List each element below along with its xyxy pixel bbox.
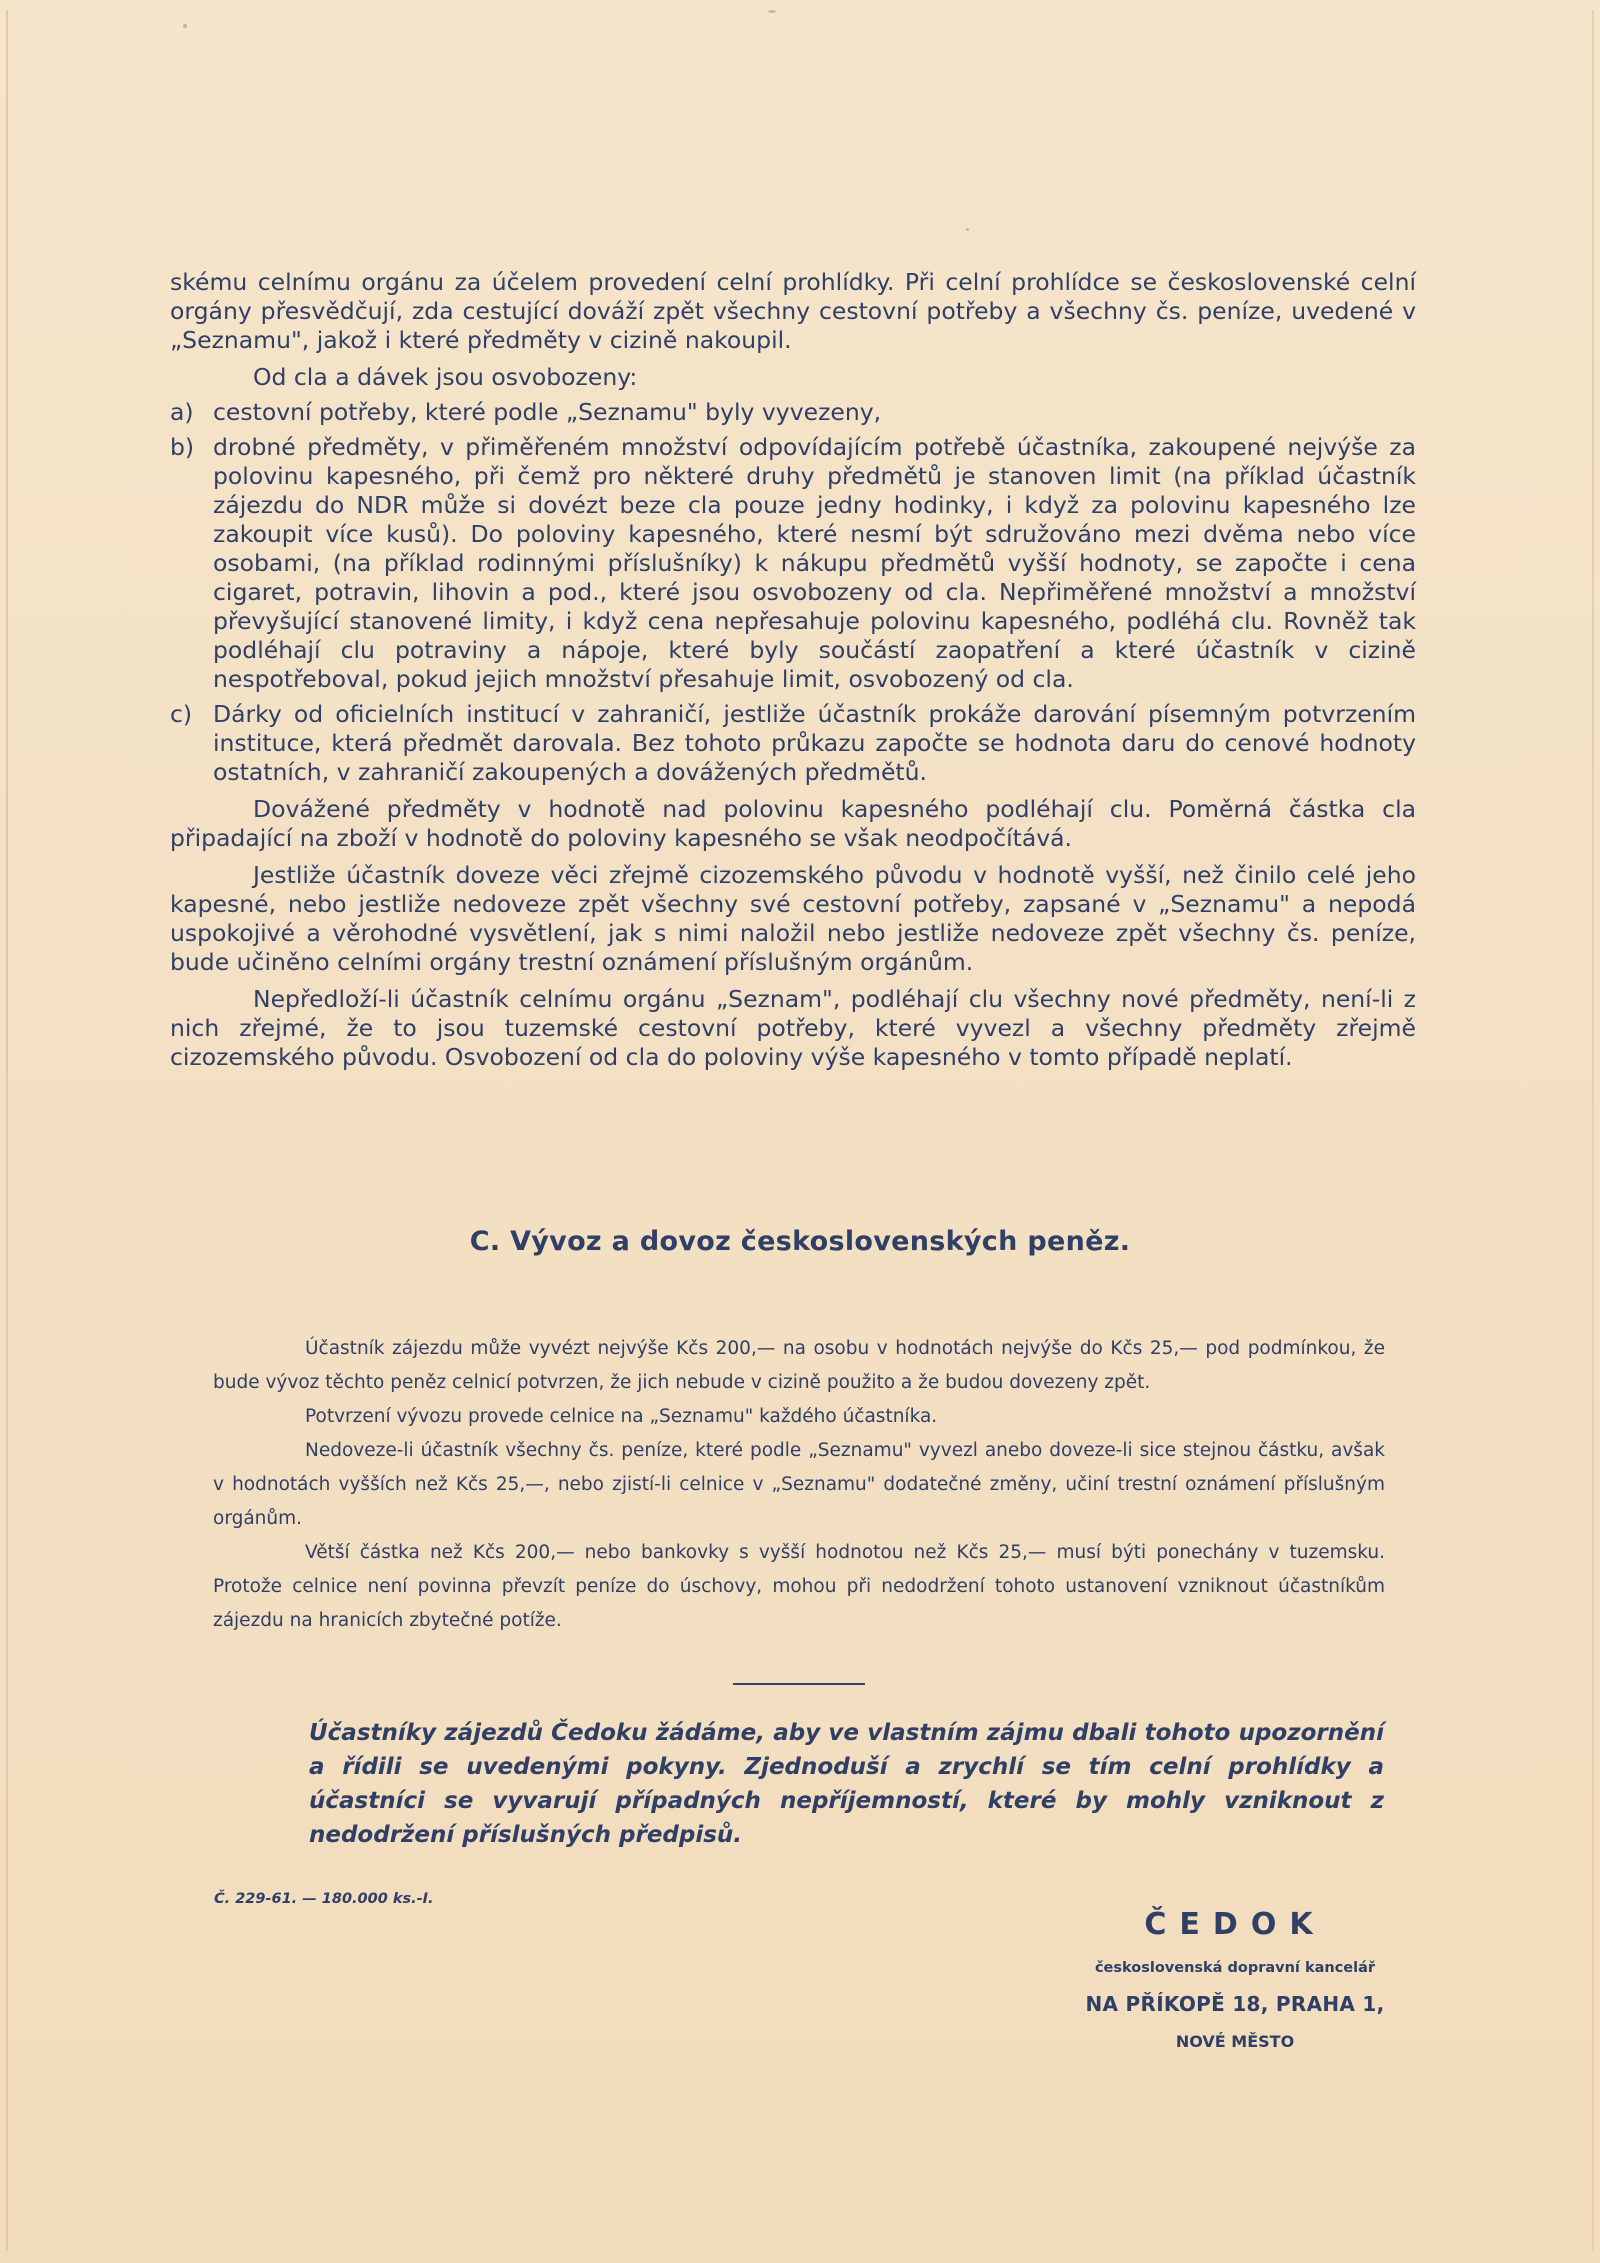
paragraph-foreign-goods: Jestliže účastník doveze věci zřejmě cizozemského původu v hodnotě vyšší, než činilo celé jeho kapesné, nebo jestliže nedoveze zpět všechny své cestovní potřeby, zapsané v „Seznamu" a nepodá uspokojivé a věrohodné vysvětlení, jak s nimi naložil nebo jestliže nedoveze zpět všechny čs. peníze, bude učiněno celními orgány trestní oznámení příslušným orgánům. (170, 861, 1416, 976)
paragraph-missing-list: Nepředloží-li účastník celnímu orgánu „Seznam", podléhají clu všechny nové předměty, není-li z nich zřejmé, že to jsou tuzemské cestovní potřeby, které vyvezl a všechny předměty zřejmě cizozemského původu. Osvobození od cla do poloviny výše kapesného v tomto případě neplatí. (170, 985, 1416, 1071)
section-c-heading: C. Vývoz a dovoz československých peněz. (469, 1226, 1131, 1257)
print-code: Č. 229-61. — 180.000 ks.-I. (214, 1891, 434, 1907)
paper-speck (966, 228, 969, 231)
exemption-item-b (170, 433, 1416, 694)
section-c-text (213, 1332, 1385, 1638)
publisher-name: ČEDOK (1144, 1907, 1326, 1942)
publisher-block (1050, 1906, 1420, 2051)
list-label: c) (170, 700, 193, 728)
section-c-paragraph: Potvrzení vývozu provede celnice na „Seznamu" každého účastníka. (305, 1406, 938, 1427)
section-c-paragraph: Větší částka než Kčs 200,— nebo bankovky s vyšší hodnotou než Kčs 25,— musí býti ponechány v tuzemsku. Protože celnice není povinna převzít peníze do úschovy, mohou při nedodržení tohoto ustanovení vzniknout účastníkům zájezdu na hranicích zbytečné potíže. (213, 1542, 1385, 1631)
list-label: b) (170, 433, 195, 461)
list-text: drobné předměty, v přiměřeném množství odpovídajícím potřebě účastníka, zakoupené nejvýše za polovinu kapesného, při čemž pro některé druhy předmětů je stanoven limit (na příklad účastník zájezdu do NDR může si dovézt beze cla pouze jedny hodinky, i když za polovinu kapesného lze zakoupit více kusů). Do poloviny kapesného, které nesmí být sdružováno mezi dvěma nebo více osobami, (na příklad rodinnými příslušníky) k nákupu předmětů vyšší hodnoty, se započte i cena cigaret, potravin, lihovin a pod., které jsou osvobozeny od cla. Nepřiměřené množství a množství převyšující stanovené limity, i když cena nepřesahuje polovinu kapesného, podléhá clu. Rovněž tak podléhají clu potraviny a nápoje, které byly součástí zaopatření a které účastník v cizině nespotřeboval, pokud jejich množství přesahuje limit, osvobozený od cla. (213, 433, 1416, 693)
list-text: cestovní potřeby, které podle „Seznamu" byly vyvezeny, (213, 398, 882, 426)
paper-speck (768, 10, 776, 13)
intro-paragraph: skému celnímu orgánu za účelem provedení celní prohlídky. Při celní prohlídce se československé celní orgány přesvědčují, zda cestující dováží zpět všechny cestovní potřeby a všechny čs. peníze, uvedené v „Seznamu", jakož i které předměty v cizině nakoupil. (170, 268, 1416, 354)
publisher-subtitle: československá dopravní kancelář (1094, 1960, 1376, 1976)
publisher-address: NA PŘÍKOPĚ 18, PRAHA 1, (1085, 1992, 1385, 2016)
publisher-district: NOVÉ MĚSTO (1175, 2032, 1295, 2051)
exemption-item-a (170, 398, 1416, 427)
list-text: Dárky od oficielních institucí v zahraničí, jestliže účastník prokáže darování písemným potvrzením instituce, která předmět darovala. Bez tohoto průkazu započte se hodnota daru do cenové hodnoty ostatních, v zahraničí zakoupených a dovážených předmětů. (213, 700, 1416, 786)
paper-speck (183, 24, 187, 28)
list-label: a) (170, 398, 194, 426)
paragraph-dutiable-goods: Dovážené předměty v hodnotě nad polovinu kapesného podléhají clu. Poměrná částka cla připadající na zboží v hodnotě do poloviny kapesného se však neodpočítává. (170, 795, 1416, 852)
section-c-paragraph: Nedoveze-li účastník všechny čs. peníze, které podle „Seznamu" vyvezl anebo doveze-li sice stejnou částku, avšak v hodnotách vyšších než Kčs 25,—, nebo zjistí-li celnice v „Seznamu" dodatečné změny, učiní trestní oznámení příslušným orgánům. (213, 1440, 1385, 1529)
main-text (170, 268, 1416, 1072)
exemptions-intro: Od cla a dávek jsou osvobozeny: (253, 363, 638, 391)
exemption-item-c (170, 700, 1416, 787)
closing-notice: Účastníky zájezdů Čedoku žádáme, aby ve vlastním zájmu dbali tohoto upozornění a řídili se uvedenými pokyny. Zjednoduší a zrychlí se tím celní prohlídky a účastníci se vyvarují případných nepříjemností, které by mohly vzniknout z nedodržení příslušných předpisů. (309, 1720, 1384, 1848)
section-c-paragraph: Účastník zájezdu může vyvézt nejvýše Kčs 200,— na osobu v hodnotách nejvýše do Kčs 25,— pod podmínkou, že bude vývoz těchto peněz celnicí potvrzen, že jich nebude v cizině použito a že budou dovezeny zpět. (213, 1338, 1385, 1393)
divider-rule (733, 1683, 865, 1685)
